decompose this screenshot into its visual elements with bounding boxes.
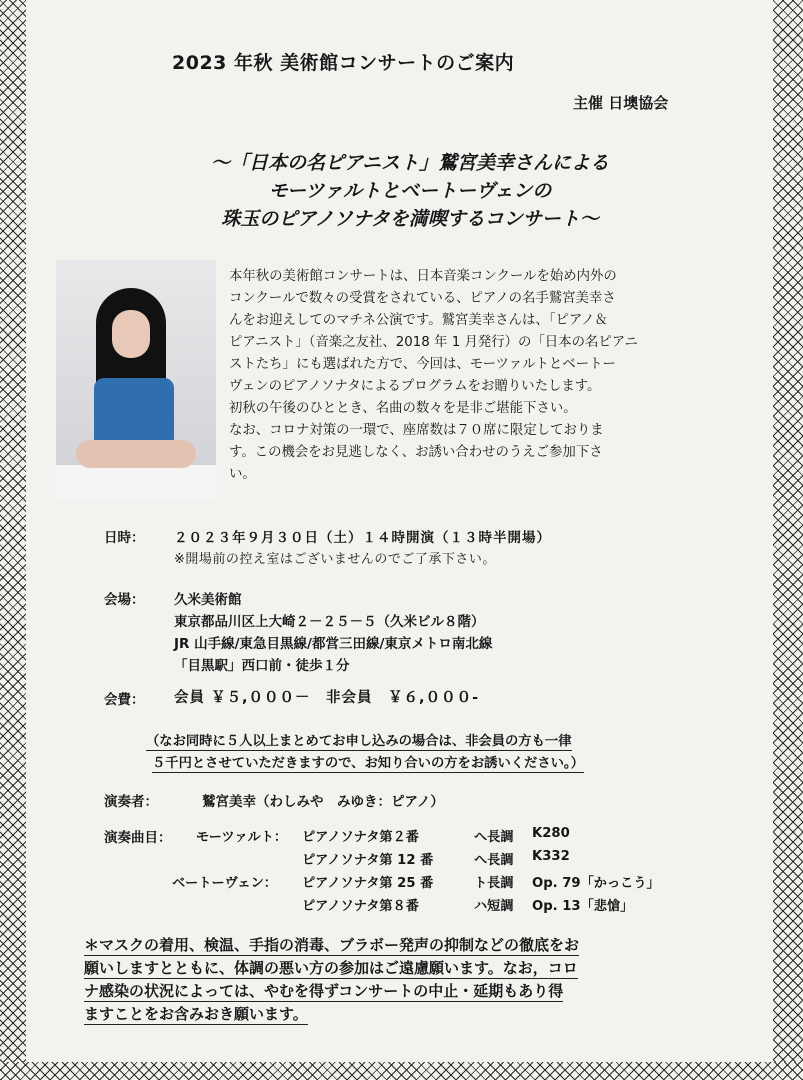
program-number: K280 xyxy=(532,826,570,841)
fee-label: 会費： xyxy=(104,692,145,708)
covid-notice xyxy=(84,934,734,1026)
date-label: 日時： xyxy=(104,530,145,546)
host-organization: 主催 日墺協会 xyxy=(573,94,669,112)
intro-line: なお、コロナ対策の一環で、座席数は７０席に限定しておりま xyxy=(229,423,604,438)
fee-note-text: （なお同時に５人以上まとめてお申し込みの場合は、非会員の方も一律 xyxy=(146,734,572,749)
intro-line: す。この機会をお見逃しなく、お誘い合わせのうえご参加下さ xyxy=(229,445,603,460)
decorative-border-bottom xyxy=(0,1062,803,1080)
program-key: へ長調 xyxy=(474,853,514,868)
photo-face xyxy=(112,310,150,358)
program-number: Op. 79「かっこう」 xyxy=(532,876,660,891)
notice-line xyxy=(84,1003,734,1026)
photo-arms xyxy=(76,440,196,468)
venue-label: 会場： xyxy=(104,592,145,608)
notice-line xyxy=(84,980,734,1003)
performer-label: 演奏者： xyxy=(104,794,158,810)
program-work: ピアノソナタ第 25 番 xyxy=(302,876,434,891)
program-work: ピアノソナタ第２番 xyxy=(302,830,419,845)
venue-address: 東京都品川区上大崎２－２５－５（久米ビル８階） xyxy=(174,614,485,630)
intro-line: 初秋の午後のひととき、名曲の数々を是非ご堪能下さい。 xyxy=(229,401,577,416)
date-value: ２０２３年９月３０日（土）１４時開演（１３時半開場） xyxy=(174,530,551,546)
performer-value: 鷲宮美幸（わしみや みゆき：ピアノ） xyxy=(202,794,444,810)
venue-access: 「目黒駅」西口前・徒歩１分 xyxy=(174,658,350,674)
program-work: ピアノソナタ第８番 xyxy=(302,899,419,914)
fee-note-line-1 xyxy=(146,730,572,749)
page-title: 2023 年秋 美術館コンサートのご案内 xyxy=(172,52,515,74)
program-key: ハ短調 xyxy=(474,899,514,914)
fee-note-line-2 xyxy=(152,752,584,771)
intro-line: ピアニスト」（音楽之友社、2018 年 1 月発行）の「日本の名ピアニ xyxy=(229,335,638,350)
intro-line: コンクールで数々の受賞をされている、ピアノの名手鷲宮美幸さ xyxy=(229,291,616,306)
notice-line xyxy=(84,957,734,980)
subtitle-line-3: 珠玉のピアノソナタを満喫するコンサート～ xyxy=(221,208,599,230)
notice-text: ますことをお含みおき願います。 xyxy=(84,1005,308,1023)
subtitle-line-2: モーツァルトとベートーヴェンの xyxy=(268,180,552,202)
intro-line: い。 xyxy=(229,467,256,482)
notice-text: ＊マスクの着用、検温、手指の消毒、ブラボー発声の抑制などの徹底をお xyxy=(84,936,580,954)
photo-table xyxy=(56,465,216,500)
venue-name: 久米美術館 xyxy=(174,592,242,608)
decorative-border-left xyxy=(0,0,26,1080)
program-composer: ベートーヴェン： xyxy=(172,876,277,891)
date-note: ※開場前の控え室はございませんのでご了承下さい。 xyxy=(174,552,496,567)
notice-text: ナ感染の状況によっては、やむを得ずコンサートの中止・延期もあり得 xyxy=(84,982,564,1000)
notice-text: 願いしますとともに、体調の悪い方の参加はご遠慮願います。なお，コロ xyxy=(84,959,578,977)
program-label: 演奏曲目： xyxy=(104,830,172,846)
fee-note-text: ５千円とさせていただきますので、お知り合いの方をお誘いください。） xyxy=(152,756,584,771)
notice-line xyxy=(84,934,734,957)
intro-paragraph xyxy=(229,266,749,486)
fee-value: 会員 ￥５,０００－ 非会員 ￥６,０００- xyxy=(174,690,480,706)
intro-line: ヴェンのピアノソナタによるプログラムをお贈りいたします。 xyxy=(229,379,601,394)
subtitle-line-1: ～「日本の名ピアニスト」鷲宮美幸さんによる xyxy=(210,152,610,174)
program-work: ピアノソナタ第 12 番 xyxy=(302,853,434,868)
program-number: Op. 13「悲愴」 xyxy=(532,899,634,914)
pianist-photo xyxy=(56,260,216,500)
venue-train-lines: JR 山手線/東急目黒線/都営三田線/東京メトロ南北線 xyxy=(174,636,493,652)
program-key: ト長調 xyxy=(474,876,514,891)
decorative-border-right xyxy=(773,0,803,1080)
program-key: へ長調 xyxy=(474,830,514,845)
program-number: K332 xyxy=(532,849,570,864)
intro-line: 本年秋の美術館コンサートは、日本音楽コンクールを始め内外の xyxy=(229,269,617,284)
program-composer: モーツァルト： xyxy=(196,830,288,845)
intro-line: ストたち」にも選ばれた方で、今回は、モーツァルトとベートー xyxy=(229,357,616,372)
intro-line: んをお迎えしてのマチネ公演です。鷲宮美幸さんは、「ピアノ＆ xyxy=(229,313,608,328)
